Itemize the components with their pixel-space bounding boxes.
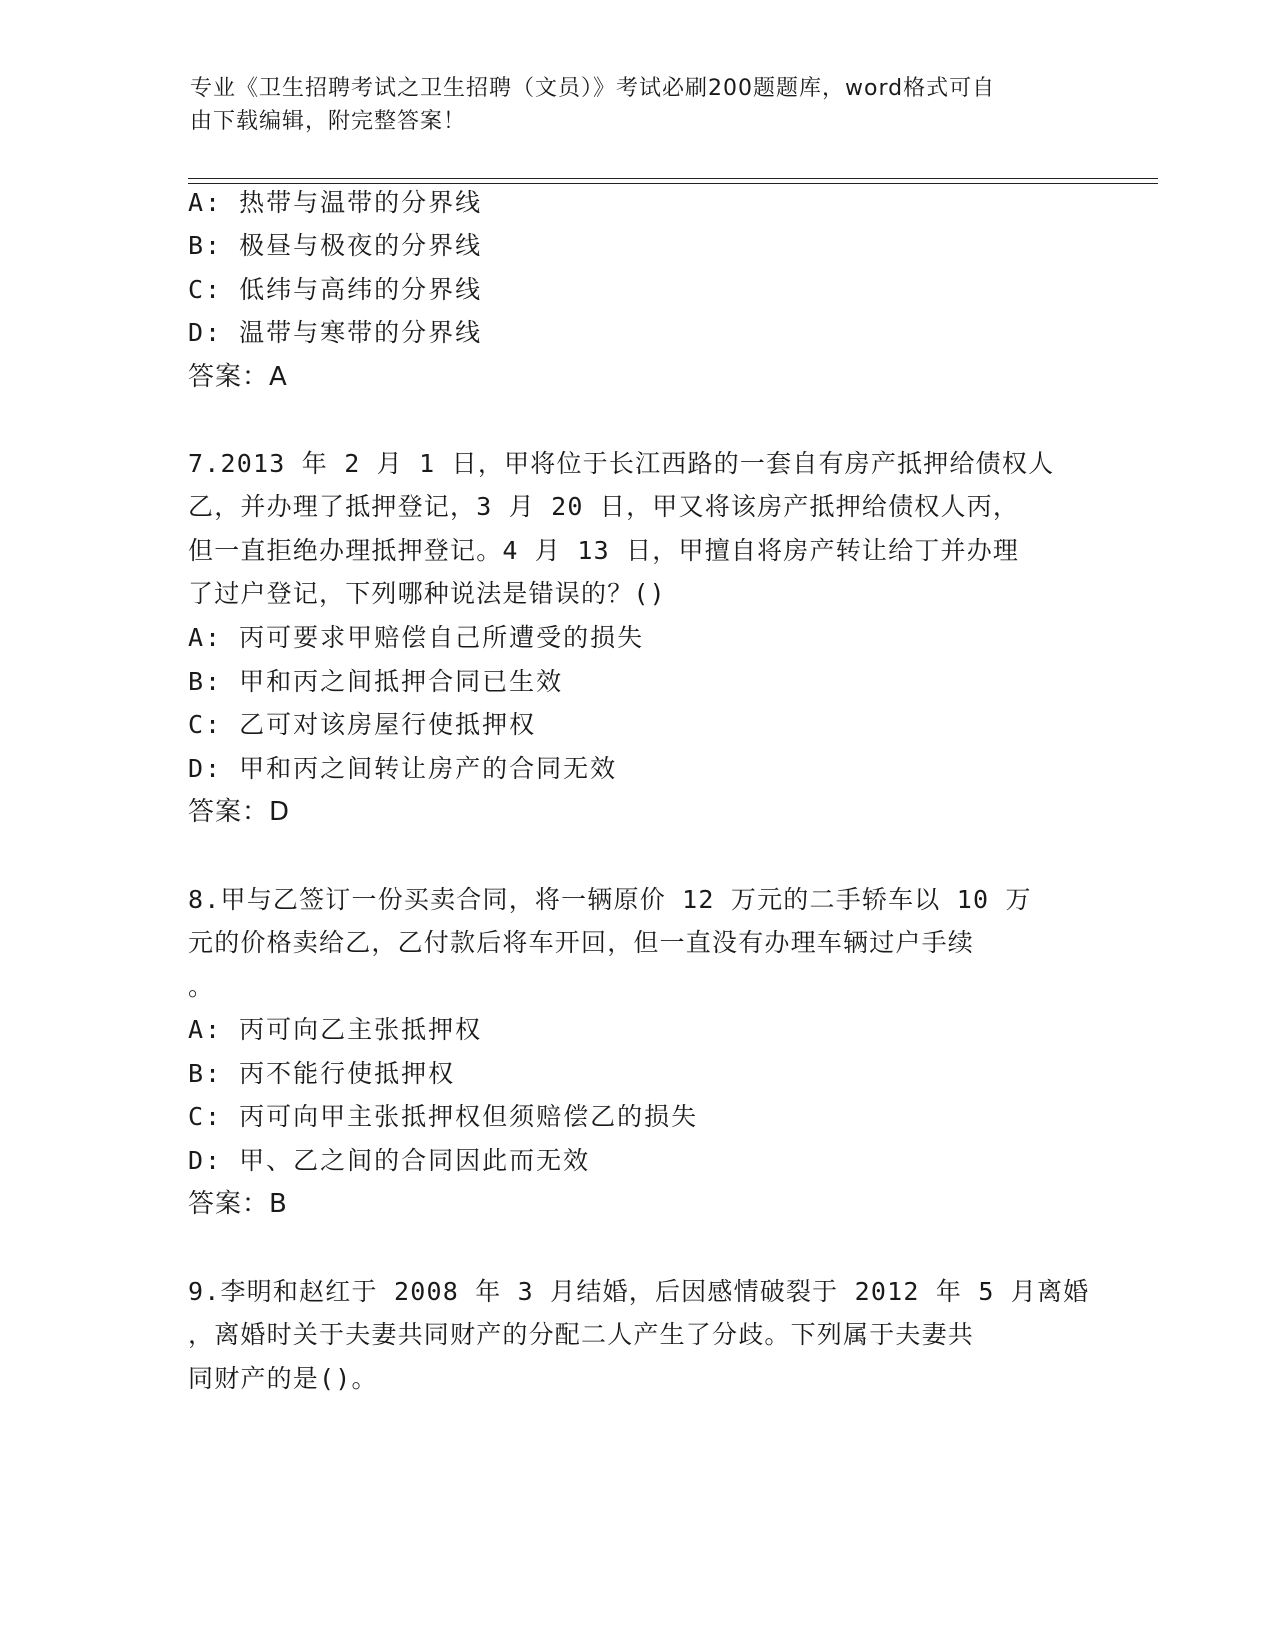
q7-option-b: B: 甲和丙之间抵押合同已生效: [188, 667, 564, 696]
q7-option-a: A: 丙可要求甲赔偿自己所遭受的损失: [188, 623, 645, 652]
q7-answer: 答案：D: [188, 797, 291, 827]
q7-text-line-1: 7.2013 年 2 月 1 日，甲将位于长江西路的一套自有房产抵押给债权人: [188, 449, 1055, 478]
header-divider-bottom: [188, 183, 1158, 184]
q9-text-line-1: 9.李明和赵红于 2008 年 3 月结婚，后因感情破裂于 2012 年 5 月离婚: [188, 1277, 1090, 1306]
q7-text-line-3: 但一直拒绝办理抵押登记。4 月 13 日，甲擅自将房产转让给丁并办理: [188, 536, 1020, 565]
q8-option-a: A: 丙可向乙主张抵押权: [188, 1015, 483, 1044]
q8-text-line-1: 8.甲与乙签订一份买卖合同，将一辆原价 12 万元的二手轿车以 10 万: [188, 885, 1032, 914]
document-header: [190, 72, 1070, 138]
q6-option-d: D: 温带与寒带的分界线: [188, 318, 483, 347]
q8-answer: 答案：B: [188, 1189, 288, 1219]
q8-option-b: B: 丙不能行使抵押权: [188, 1059, 456, 1088]
q7-option-d: D: 甲和丙之间转让房产的合同无效: [188, 754, 618, 783]
q9-text-line-3: 同财产的是()。: [188, 1364, 378, 1393]
q7-option-c: C: 乙可对该房屋行使抵押权: [188, 710, 537, 739]
q8-option-c: C: 丙可向甲主张抵押权但须赔偿乙的损失: [188, 1102, 699, 1131]
q8-text-line-2: 元的价格卖给乙，乙付款后将车开回，但一直没有办理车辆过户手续: [188, 928, 975, 957]
q6-option-b: B: 极昼与极夜的分界线: [188, 231, 483, 260]
q6-option-a: A: 热带与温带的分界线: [188, 188, 483, 217]
q6-answer: 答案：A: [188, 362, 288, 392]
q7-text-line-2: 乙，并办理了抵押登记，3 月 20 日，甲又将该房产抵押给债权人丙，: [188, 492, 1020, 521]
q6-option-c: C: 低纬与高纬的分界线: [188, 275, 483, 304]
header-line-1: 专业《卫生招聘考试之卫生招聘（文员）》考试必刷200题题库，word格式可自: [190, 76, 996, 101]
q9-text-line-2: ，离婚时关于夫妻共同财产的分配二人产生了分歧。下列属于夫妻共: [188, 1320, 975, 1349]
q8-text-line-3: 。: [188, 972, 215, 1001]
header-line-2: 由下载编辑，附完整答案！: [190, 109, 467, 134]
header-divider-top: [188, 178, 1158, 179]
q8-option-d: D: 甲、乙之间的合同因此而无效: [188, 1146, 591, 1175]
q7-text-line-4: 了过户登记，下列哪种说法是错误的？(): [188, 579, 666, 608]
